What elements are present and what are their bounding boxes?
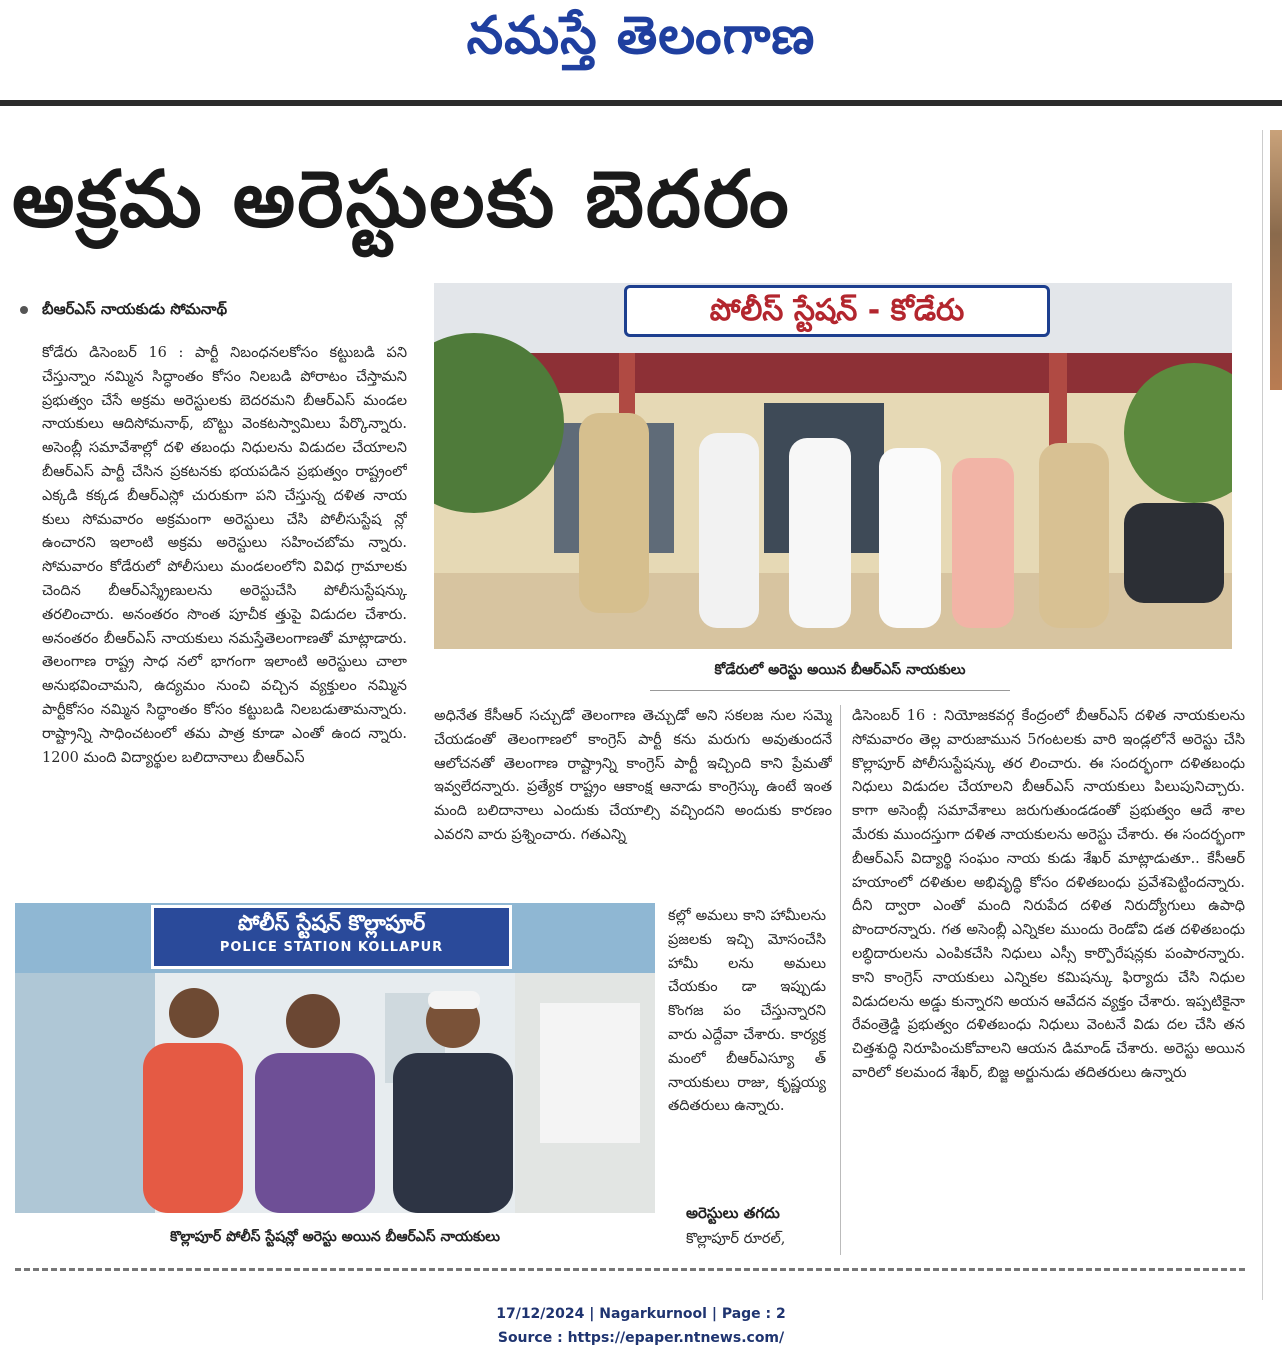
photo-koderu-caption: కోడేరులో అరెస్టు అయిన బీఆర్ఎస్ నాయకులు [714,662,966,678]
masthead-title: నమస్తే తెలంగాణ [466,6,816,66]
photo-kollapur-station [15,903,655,1213]
column-3-text: డిసెంబర్ 16 : నియోజకవర్గ కేంద్రంలో బీఆర్ఎస్ దళిత నాయకులను సోమవారం తెల్ల వారుజామున 5గంటలకు వారి ఇండ్లలోనే అరెస్టు చేసి కొల్లాపూర్ పోలీసుస్టేషన్కు తర లించారు. ఈ సందర్భంగా దళితబంధు నిధులు విడుదల చేయాలని బీఆర్ఎస్ నాయకులు పిలుపునిచ్చారు. కాగా అసెంబ్లీ సమావేశాలు జరుగుతుండడంతో ప్రభుత్వం ఆదే శాల మేరకు ముందస్తుగా దళిత నాయకులను అరెస్టు చేశారు. ఈ సందర్భంగా బీఆర్ఎస్ విద్యార్థి సంఘం నాయ కుడు శేఖర్ మాట్లాడుతూ.. కేసీఆర్ హయాంలో దళితుల అభివృద్ధి కోసం దళితబంధు ప్రవేశపెట్టిందన్నారు. దీని ద్వారా ఎంతో మంది నిరుపేద దళిత నిరుద్యోగులు ఉపాధి పొందారన్నారు. గత అసెంబ్లీ ఎన్నికల ముందు రెండోవి డత దళితబంధు లబ్ధిదారులను ఎంపికచేసి నిధులు ఎస్సీ కార్పొరేషన్లకు పంపారన్నారు. కాని కాంగ్రెస్ నాయకులు ఎన్నికల కమిషన్కు ఫిర్యాదు చేసి నిధుల విడుదలను అడ్డు కున్నారని అయన ఆవేదన వ్యక్తం చేశారు. ఇప్పటికైనా రేవంత్రెడ్డి ప్రభుత్వం దళితబంధు నిధులు వెంటనే విడు దల చేసి తన చిత్తశుద్ధి నిరూపించుకోవాలని ఆయన డిమాండ్ చేశారు. అరెస్టు అయిన వారిలో కలమంద శేఖర్, బిజ్జ అర్జునుడు తదితరులు ఉన్నారు [852,708,1245,1081]
masthead-rule [0,100,1282,106]
masthead [0,0,1282,92]
article-column-2 [434,705,832,895]
koderu-station-sign: పోలీస్ స్టేషన్ - కోడేరు [624,285,1050,337]
bullet-icon [20,306,28,314]
neighbor-article-edge [1262,130,1282,1300]
kollapur-station-sign [151,905,512,969]
kicker [20,300,227,322]
photo-koderu-illustration [434,283,1232,649]
caption-rule [650,690,1010,691]
footer [0,1302,1282,1350]
article-column-1 [42,342,407,894]
article-end-separator [15,1268,1245,1271]
article-column-3 [852,705,1245,1255]
column-2-text: అధినేత కేసీఆర్ సచ్చుడో తెలంగాణ తెచ్చుడో అని సకలజ నుల సమ్మె చేయడంతో తెలంగాణలో కాంగ్రెస్ పార్టీ కను మరుగు అవుతుందనే ఆలోచనతో తెలంగాణ రాష్ట్రాన్ని కాంగ్రెస్ పార్టీ ఇచ్చింది కాని ప్రేమతో ఇవ్వలేదన్నారు. ప్రత్యేక రాష్ట్రం ఆకాంక్ష ఆనాడు కాంగ్రెస్కు ఉంటే ఇంత మంది బలిదానాలు ఎందుకు చేయాల్సి వచ్చిందని అందుకు కారణం ఎవరని వారు ప్రశ్నించారు. గతఎన్ని [434,708,832,843]
column-divider [840,705,841,1255]
headline: అక్రమ అరెస్టులకు బెదరం [12,155,791,245]
kicker-text: బీఆర్ఎస్ నాయకుడు సోమనాథ్ [42,300,228,318]
column-1-text: కోడేరు డిసెంబర్ 16 : పార్టీ నిబంధనలకోసం కట్టుబడి పని చేస్తున్నాం నమ్మిన సిద్ధాంతం కోసం నిలబడి పోరాటం చేస్తామని ప్రభుత్వం చేసే అక్రమ అరెస్టులకు బెదరమని బీఆర్ఎస్ మండల నాయకులు ఆదిసోమనాథ్, బొట్టు వెంకటస్వామిలు పేర్కొన్నారు. అసెంబ్లీ సమావేశాల్లో దళి తబంధు నిధులను విడుదల చేయాలని బీఆర్ఎస్ పార్టీ చేసిన ప్రకటనకు భయపడిన ప్రభుత్వం రాష్ట్రంలో ఎక్కడి కక్కడ బీఆర్ఎస్లో చురుకుగా పని చేస్తున్న దళిత నాయ కులు సోమవారం అక్రమంగా అరెస్టులు చేసి పోలీసుస్టేష న్లో ఉంచారని ఇలాంటి అక్రమ అరెస్టులు సహించబోమ న్నారు. సోమవారం కోడేరులో పోలీసులు మండలంలోని వివిధ గ్రామాలకు చెందిన బీఆర్ఎస్శ్రేణులను అరెస్టుచేసి పోలీసుస్టేషన్కు తరలించారు. అనంతరం సొంత పూచీక త్తుపై విడుదల చేశారు. అనంతరం బీఆర్ఎస్ నాయకులు నమస్తేతెలంగాణతో మాట్లాడారు. తెలంగాణ రాష్ట్ర సాధ నలో భాగంగా ఇలాంటి అరెస్టులు చాలా అనుభవించామని, ఉద్యమం నుంచి వచ్చిన వ్యక్తులం నమ్మిన పార్టీకోసం నమ్మిన సిద్ధాంతం కోసం కట్టుబడి నిలబడుతామన్నారు. రాష్ట్రాన్ని సాధించటంలో తమ పాత్ర కూడా ఎంతో ఉంద న్నారు. 1200 మంది విద్యార్థుల బలిదానాలు బీఆర్ఎస్ [42,345,407,766]
subheading-arrests: అరెస్టులు తగదు [686,1204,780,1222]
footer-edition-line: 17/12/2024 | Nagarkurnool | Page : 2 [496,1306,786,1322]
article-column-2b [668,905,826,1195]
photo-kollapur-caption: కొల్లాపూర్ పోలీస్ స్టేషన్లో అరెస్టు అయిన బీఆర్ఎస్ నాయకులు [170,1229,500,1245]
sign-english-text: POLICE STATION KOLLAPUR [219,940,444,955]
sign-telugu-text: పోలీస్ స్టేషన్ కొల్లాపూర్ [237,911,426,935]
kollapur-dateline: కొల్లాపూర్ రూరల్, [686,1231,786,1247]
column-2b-text: కల్లో అమలు కాని హామీలను ప్రజలకు ఇచ్చి మోసంచేసి హామీ లను అమలు చేయకుం డా ఇప్పుడు కొంగజ పం చేస్తున్నారని వారు ఎద్దేవా చేశారు. కార్యక్ర మంలో బీఆర్ఎస్యూ త్ నాయకులు రాజు, కృష్ణయ్య తదితరులు ఉన్నారు. [668,908,826,1115]
photo-koderu-station [434,283,1232,649]
footer-source-line: Source : https://epaper.ntnews.com/ [497,1330,785,1346]
